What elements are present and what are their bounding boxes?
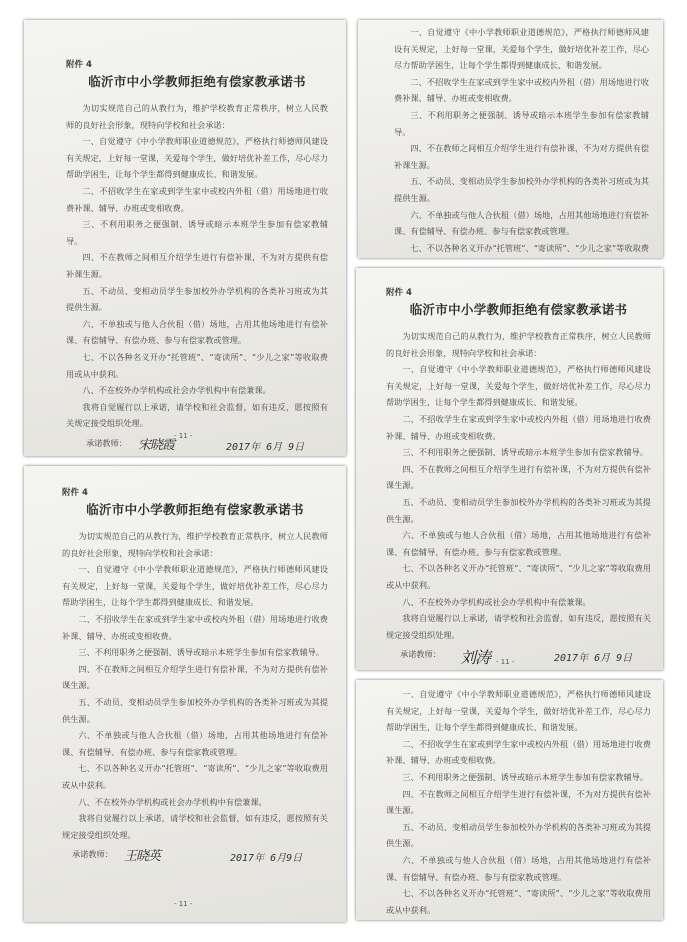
- pledge-item-5: 五、不动员、变相动员学生参加校外办学机构的各类补习班或为其提供生源。: [386, 496, 651, 524]
- document-title: 临沂市中小学教师拒绝有偿家教承诺书: [88, 74, 306, 89]
- page-number: - 11 -: [174, 432, 193, 440]
- pledge-item-3: 三、不利用职务之便强制、诱导或暗示本班学生参加有偿家教辅导。: [78, 647, 325, 658]
- pledge-sheet-3: [24, 466, 346, 922]
- pledge-item-1: 一、自觉遵守《中小学教师职业道德规范》，严格执行师德师风建设有关规定，上好每一堂课，关爱每个学生，做好培优补差工作，尽心尽力帮助学困生，让每个学生都得到健康成长、和谐发展。: [386, 689, 651, 733]
- signer-label: 承诺教师：: [400, 649, 441, 660]
- pledge-item-5: 五、不动员、变相动员学生参加校外办学机构的各类补习班或为其提供生源。: [66, 285, 328, 313]
- intro-paragraph: 为切实规范自己的从教行为，维护学校教育正常秩序，树立人民教师的良好社会形象，现特向学校和社会承诺：: [66, 103, 328, 130]
- pledge-item-3: 三、不利用职务之便强制、诱导或暗示本班学生参加有偿家教辅导。: [394, 109, 649, 137]
- signature-row: [66, 434, 328, 456]
- sign-date: 2017年 6月9日: [230, 853, 303, 865]
- pledge-item-4: 四、不在教师之间相互介绍学生进行有偿补课，不为对方提供有偿补课生源。: [394, 143, 649, 170]
- document-title: 临沂市中小学教师拒绝有偿家教承诺书: [86, 502, 304, 517]
- pledge-item-6: 六、不单独或与他人合伙租（借）场地，占用其他场地进行有偿补课、有偿辅导、有偿办班、参与有偿家教或管理。: [386, 530, 651, 557]
- pledge-item-7: 七、不以各种名义开办“托管班”、“寄读所”、“少儿之家”等收取费用或从中获利。: [386, 563, 651, 590]
- closing-paragraph: 我将自觉履行以上承诺，请学校和社会监督，如有违反，愿按照有关规定接受组织处理。: [66, 401, 328, 429]
- annex-label: 附件 4: [62, 488, 88, 498]
- teacher-signature: 宋晓霞: [138, 437, 175, 453]
- closing-paragraph: 我将自觉履行以上承诺，请学校和社会监督，如有违反，愿按照有关规定接受组织处理。: [62, 813, 328, 840]
- pledge-item-1: 一、自觉遵守《中小学教师职业道德规范》，严格执行师德师风建设有关规定，上好每一堂课，关爱每个学生，做好培优补差工作，尽心尽力帮助学困生，让每个学生都得到健康成长、和谐发展。: [386, 364, 651, 408]
- pledge-item-6: 六、不单独或与他人合伙租（借）场地，占用其他场地进行有偿补课、有偿辅导、有偿办班、参与有偿家教或管理。: [386, 854, 651, 882]
- pledge-item-2: 二、不招收学生在家或到学生家中或校内外租（借）用场地进行收费补课、辅导、办班或变相收费。: [386, 738, 651, 766]
- pledge-item-6: 六、不单独或与他人合伙租（借）场地，占用其他场地进行有偿补课、有偿辅导、有偿办班、参与有偿家教或管理。: [66, 318, 328, 346]
- intro-paragraph: 为切实规范自己的从教行为，维护学校教育正常秩序，树立人民教师的良好社会形象，现特向学校和社会承诺：: [62, 531, 328, 558]
- pledge-item-4: 四、不在教师之间相互介绍学生进行有偿补课，不为对方提供有偿补课生源。: [62, 663, 328, 691]
- pledge-item-1: 一、自觉遵守《中小学教师职业道德规范》，严格执行师德师风建设有关规定，上好每一堂课，关爱每个学生，做好培优补差工作，尽心尽力帮助学困生，让每个学生都得到健康成长、和谐发展。: [62, 564, 328, 608]
- pledge-item-3: 三、不利用职务之便强制、诱导或暗示本班学生参加有偿家教辅导。: [402, 771, 649, 782]
- closing-paragraph: 我将自觉履行以上承诺，请学校和社会监督，如有违反，愿按照有关规定接受组织处理。: [386, 613, 651, 640]
- pledge-item-8: 八、不在校外办学机构或社会办学机构中有偿兼课。: [82, 385, 271, 396]
- signature-row: [386, 645, 651, 667]
- page-number: - 11 -: [174, 900, 193, 908]
- sign-date: 2017年 6月 9日: [554, 653, 633, 665]
- pledge-item-5: 五、不动员、变相动员学生参加校外办学机构的各类补习班或为其提供生源。: [394, 176, 649, 203]
- teacher-signature: 王晓英: [124, 849, 161, 865]
- document-title: 临沂市中小学教师拒绝有偿家教承诺书: [409, 302, 628, 317]
- pledge-sheet-1: [24, 20, 346, 456]
- pledge-item-8: [386, 918, 651, 920]
- signer-label: 承诺教师：: [72, 849, 113, 860]
- pledge-item-7: 七、不以各种名义开办“托管班”、“寄读所”、“少儿之家”等收取费用或从中获利。: [386, 888, 651, 915]
- pledge-item-7: 七、不以各种名义开办“托管班”、“寄读所”、“少儿之家”等收取费用或从中获利。: [62, 763, 328, 790]
- pledge-sheet-4: [356, 268, 663, 670]
- page-number: - 11 -: [496, 658, 515, 666]
- pledge-item-4: 四、不在教师之间相互介绍学生进行有偿补课，不为对方提供有偿补课生源。: [66, 252, 328, 279]
- pledge-item-3: 三、不利用职务之便强制、诱导或暗示本班学生参加有偿家教辅导。: [402, 447, 649, 458]
- pledge-sheet-2: [358, 20, 663, 258]
- annex-label: 附件 4: [386, 288, 412, 298]
- pledge-item-2: 二、不招收学生在家或到学生家中或校内外租（借）用场地进行收费补课、辅导、办班或变相收费。: [62, 613, 328, 641]
- pledge-item-8: 八、不在校外办学机构或社会办学机构中有偿兼课。: [402, 596, 591, 607]
- sign-date: 2017年 6月 9日: [226, 441, 305, 453]
- pledge-item-3: 三、不利用职务之便强制、诱导或暗示本班学生参加有偿家教辅导。: [66, 219, 328, 246]
- annex-label: 附件 4: [66, 60, 92, 70]
- pledge-item-4: 四、不在教师之间相互介绍学生进行有偿补课，不为对方提供有偿补课生源。: [386, 463, 651, 491]
- pledge-item-7: 七、不以各种名义开办“托管班”、“寄读所”、“少儿之家”等收取费: [410, 242, 649, 253]
- pledge-item-7: 七、不以各种名义开办“托管班”、“寄读所”、“少儿之家”等收取费用或从中获利。: [66, 351, 328, 379]
- signer-label: 承诺教师：: [86, 437, 127, 448]
- pledge-item-6: 六、不单独或与他人合伙租（借）场地，占用其他场地进行有偿补课、有偿辅导、有偿办班、参与有偿家教或管理。: [394, 209, 649, 237]
- intro-paragraph: 为切实规范自己的从教行为，维护学校教育正常秩序，树立人民教师的良好社会形象，现特向学校和社会承诺：: [386, 331, 651, 358]
- pledge-item-1: 一、自觉遵守《中小学教师职业道德规范》，严格执行师德师风建设有关规定，上好每一堂课，关爱每个学生，做好培优补差工作，尽心尽力帮助学困生，让每个学生都得到健康成长、和谐发展。: [66, 136, 329, 180]
- pledge-sheet-5: [356, 680, 663, 920]
- pledge-item-2: 二、不招收学生在家或到学生家中或校内外租（借）用场地进行收费补课、辅导、办班或变相收费。: [394, 76, 649, 104]
- teacher-signature: 刘涛: [460, 648, 491, 668]
- pledge-item-4: 四、不在教师之间相互介绍学生进行有偿补课，不为对方提供有偿补课生源。: [386, 788, 651, 816]
- signature-row: [62, 845, 328, 867]
- pledge-item-2: 二、不招收学生在家或到学生家中或校内外租（借）用场地进行收费补课、辅导、办班或变相收费。: [66, 185, 328, 213]
- pledge-item-8: 八、不在校外办学机构或社会办学机构中有偿兼课。: [78, 796, 267, 807]
- pledge-item-6: 六、不单独或与他人合伙租（借）场地，占用其他场地进行有偿补课、有偿辅导、有偿办班、参与有偿家教或管理。: [62, 730, 328, 757]
- pledge-item-2: 二、不招收学生在家或到学生家中或校内外租（借）用场地进行收费补课、辅导、办班或变相收费。: [386, 413, 651, 441]
- pledge-item-1: 一、自觉遵守《中小学教师职业道德规范》，严格执行师德师风建设有关规定，上好每一堂课，关爱每个学生，做好培优补差工作，尽心尽力帮助学困生，让每个学生都得到健康成长、和谐发展。: [394, 27, 649, 71]
- pledge-item-5: 五、不动员、变相动员学生参加校外办学机构的各类补习班或为其提供生源。: [386, 821, 651, 849]
- pledge-item-5: 五、不动员、变相动员学生参加校外办学机构的各类补习班或为其提供生源。: [62, 696, 328, 724]
